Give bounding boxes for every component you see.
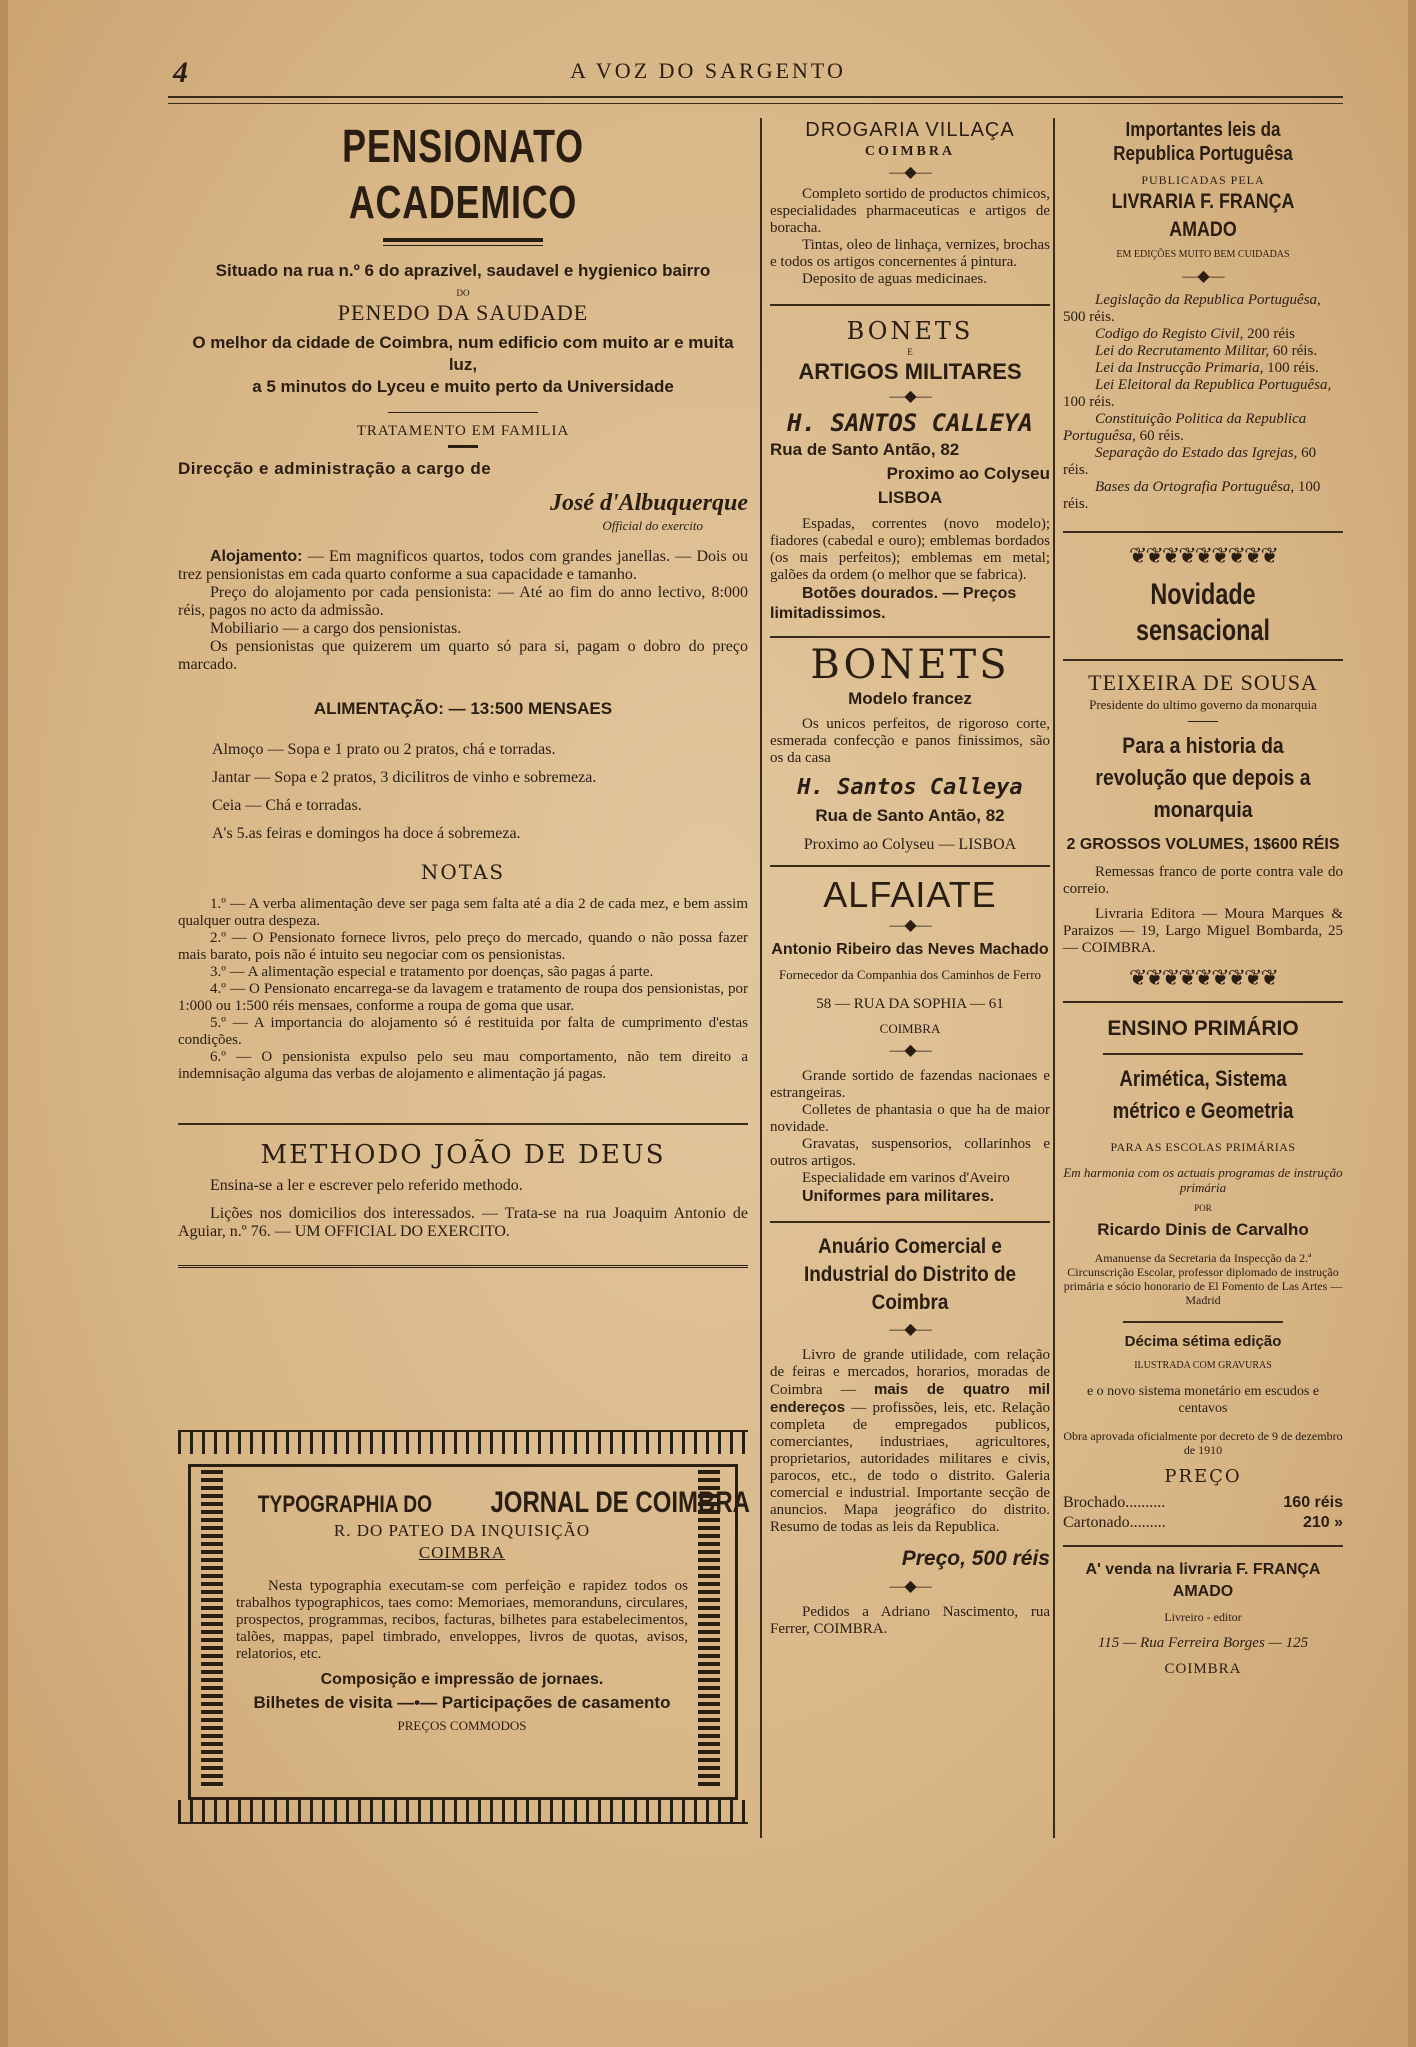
alfaiate-city: COIMBRA bbox=[879, 1021, 941, 1036]
ensino-aprovada: Obra aprovada oficialmente por decreto de 9 de dezembro de 1910 bbox=[1063, 1429, 1343, 1457]
section-rule bbox=[770, 1221, 1050, 1223]
cartonado-price: 210 » bbox=[1302, 1514, 1343, 1531]
drogaria-p2: Tintas, oleo de linhaça, vernizes, brochas e todos os artigos concernentes á pintura. bbox=[770, 237, 1050, 270]
leis-item-price: 100 réis. bbox=[1063, 479, 1321, 512]
bonets-e: E bbox=[907, 347, 913, 357]
director-title: Official do exercito bbox=[602, 518, 703, 533]
treatment: TRATAMENTO EM FAMILIA bbox=[356, 423, 570, 439]
brochado-row bbox=[1063, 1493, 1343, 1513]
alimentacao-heading: ALIMENTAÇÃO: — 13:500 MENSAES bbox=[313, 699, 613, 718]
brochado-label: Brochado.......... bbox=[1063, 1494, 1166, 1511]
notas-list bbox=[178, 896, 748, 1083]
column-right bbox=[1063, 118, 1343, 1679]
precos-line: PREÇOS COMMODOS bbox=[397, 1718, 527, 1733]
best-line-2: a 5 minutos do Lyceu e muito perto da Universidade bbox=[252, 377, 674, 396]
bonets2-title: BONETS bbox=[810, 642, 1010, 688]
direction-label: Direcção e administração a cargo de bbox=[178, 459, 492, 478]
divider bbox=[1123, 1321, 1283, 1323]
section-rule bbox=[770, 636, 1050, 638]
pensionato-title: PENSIONATO ACADEMICO bbox=[342, 120, 584, 228]
typographia-title-small: TYPOGRAPHIA DO bbox=[257, 1491, 433, 1518]
ornament: —◆— bbox=[889, 917, 931, 934]
leis-item bbox=[1063, 445, 1343, 479]
novidade-editora: Livraria Editora — Moura Marques & Paraizos — 19, Largo Miguel Bombarda, 25 — COIMBRA. bbox=[1063, 906, 1343, 956]
nota-item: 3.º — A alimentação especial e tratamento por doenças, são pagas á parte. bbox=[210, 964, 654, 980]
botoes-line: Botões dourados. — Preços limitadissimos. bbox=[770, 585, 1017, 622]
methodo-line-1: Ensina-se a ler e escrever pelo referido methodo. bbox=[210, 1177, 523, 1194]
ornament: —◆— bbox=[889, 1321, 931, 1338]
typographia-address: R. DO PATEO DA INQUISIÇÃO bbox=[333, 1521, 591, 1540]
divider bbox=[1103, 1053, 1303, 1055]
preco-paragraph: Preço do alojamento por cada pensionista: — Até ao fim do anno lectivo, 8:000 réis, pagos no acto da admissão. bbox=[178, 584, 748, 619]
drogaria-p3: Deposito de aguas medicinaes. bbox=[802, 271, 987, 287]
bonets-body: Espadas, correntes (novo modelo); fiadores (cabedal e ouro); emblemas bordados (os mais perfeitos); emblemas em metal; galões da ordem (o melhor que se fabrica). bbox=[770, 516, 1050, 583]
bonets2-body: Os unicos perfeitos, de rigoroso corte, esmerada confecção e panos finissimos, são os da casa bbox=[770, 716, 1050, 766]
alfaiate-uniformes: Uniformes para militares. bbox=[802, 1188, 995, 1205]
anuario-body-bold: mais de quatro mil endereços bbox=[770, 1381, 1050, 1416]
ensino-author: Ricardo Dinis de Carvalho bbox=[1097, 1220, 1309, 1239]
best-line-1: O melhor da cidade de Coimbra, num edificio com muito ar e muita luz, bbox=[192, 333, 734, 374]
calleya-city: LISBOA bbox=[877, 488, 943, 507]
column-middle bbox=[770, 118, 1050, 1638]
alfaiate-fornecedor: Fornecedor da Companhia dos Caminhos de Ferro bbox=[778, 967, 1042, 982]
leis-item-title: Separação do Estado das Igrejas, bbox=[1095, 445, 1298, 461]
bonets2-modelo: Modelo francez bbox=[848, 689, 972, 708]
calleya-proximo: Proximo ao Colyseu bbox=[886, 464, 1050, 483]
alfaiate-item: Gravatas, suspensorios, collarinhos e outros artigos. bbox=[770, 1136, 1050, 1169]
novidade-book: Para a historia da revolução que depois a monarquia bbox=[1095, 733, 1311, 822]
novidade-title: Novidade sensacional bbox=[1136, 578, 1270, 647]
meal-item: Ceia — Chá e torradas. bbox=[212, 797, 362, 814]
newspaper-title: A VOZ DO SARGENTO bbox=[570, 58, 846, 83]
alfaiate-name: Antonio Ribeiro das Neves Machado bbox=[771, 941, 1049, 958]
leis-item bbox=[1063, 479, 1343, 513]
cartonado-row bbox=[1063, 1513, 1343, 1533]
ensino-venda: A' venda na livraria F. FRANÇA AMADO bbox=[1085, 1561, 1321, 1600]
alfaiate-title: ALFAIATE bbox=[823, 874, 997, 915]
mobiliario-paragraph: Mobiliario — a cargo dos pensionistas. bbox=[210, 620, 462, 637]
section-rule bbox=[1063, 531, 1343, 533]
typographia-title-big: JORNAL DE COIMBRA bbox=[490, 1486, 750, 1519]
artigos-militares: ARTIGOS MILITARES bbox=[798, 359, 1022, 384]
novidade-author: TEIXEIRA DE SOUSA bbox=[1088, 670, 1318, 695]
leis-item-title: Lei da Instrucção Primaria, bbox=[1095, 360, 1264, 376]
leis-item-price: 60 réis. bbox=[1063, 445, 1317, 478]
ensino-livreiro: Livreiro - editor bbox=[1164, 1610, 1242, 1624]
column-left bbox=[178, 118, 748, 1268]
ensino-por: POR bbox=[1194, 1203, 1212, 1213]
leis-item-title: Lei do Recrutamento Militar, bbox=[1095, 343, 1270, 359]
leis-publicadas: PUBLICADAS PELA bbox=[1141, 173, 1265, 187]
brochado-price: 160 réis bbox=[1283, 1494, 1343, 1511]
typographia-body: Nesta typographia executam-se com perfeição e rapidez todos os trabalhos typographicos, taes como: Memoriaes, memoranduns, circulares, prospectos, programmas, recibos, facturas, bilhetes para estabelecimentos, talões, mappas, papel timbrado, enveloppes, livros de quotas, avisos, relatorios, etc. bbox=[236, 1578, 688, 1662]
leis-item-price: 100 réis. bbox=[1267, 360, 1319, 376]
nota-item: 6.º — O pensionista expulso pelo seu mau comportamento, não tem direito a indemnisação alguma das verbas de alojamento e alimentação já pagas. bbox=[178, 1049, 748, 1082]
novidade-remessas: Remessas franco de porte contra vale do correio. bbox=[1063, 864, 1343, 897]
ornament-band: ❦❦❦❦❦❦❦❦❦ bbox=[1129, 965, 1277, 990]
composicao-line: Composição e impressão de jornaes. bbox=[320, 1671, 604, 1688]
leis-item bbox=[1063, 326, 1343, 343]
leis-item-price: 60 réis. bbox=[1139, 428, 1184, 444]
leis-item-price: 60 réis. bbox=[1272, 343, 1318, 359]
divider bbox=[388, 412, 538, 413]
leis-item bbox=[1063, 292, 1343, 326]
typographia-heading bbox=[236, 1486, 750, 1520]
director-name: José d'Albuquerque bbox=[549, 490, 748, 516]
ensino-city: COIMBRA bbox=[1164, 1661, 1242, 1677]
bilhetes-line: Bilhetes de visita —•— Participações de casamento bbox=[253, 1693, 671, 1712]
drogaria-city: COIMBRA bbox=[864, 144, 956, 159]
nota-item: 5.º — A importancia do alojamento só é restituida por falta de cumprimento d'estas condições. bbox=[178, 1015, 748, 1048]
divider bbox=[448, 445, 478, 448]
leis-item-title: Lei Eleitoral da Republica Portuguêsa, bbox=[1095, 377, 1332, 393]
leis-livraria: LIVRARIA F. FRANÇA AMADO bbox=[1111, 190, 1295, 241]
do-label: DO bbox=[456, 288, 470, 298]
section-rule bbox=[770, 304, 1050, 306]
ornament-border-bottom bbox=[178, 1800, 748, 1824]
ensino-harmonia: Em harmonia com os actuais programas de instrução primária bbox=[1063, 1165, 1343, 1195]
drogaria-p1: Completo sortido de productos chimicos, especialidades pharmaceuticas e artigos de boracha. bbox=[770, 186, 1050, 236]
novidade-volumes: 2 GROSSOS VOLUMES, 1$600 RÉIS bbox=[1066, 836, 1340, 853]
divider bbox=[1063, 1545, 1343, 1547]
section-rule bbox=[178, 1123, 748, 1125]
leis-item bbox=[1063, 377, 1343, 411]
section-rule bbox=[178, 1265, 748, 1268]
leis-item bbox=[1063, 411, 1343, 445]
ensino-sistema: e o novo sistema monetário em escudos e centavos bbox=[1086, 1384, 1320, 1416]
ornament: —◆— bbox=[1182, 268, 1224, 285]
ornament: —◆— bbox=[889, 1578, 931, 1595]
ensino-ilustrada: ILUSTRADA COM GRAVURAS bbox=[1134, 1360, 1272, 1371]
typographia-content bbox=[236, 1486, 750, 1735]
location-line: Situado na rua n.º 6 do aprazivel, saudavel e hygienico bairro bbox=[215, 261, 711, 280]
ensino-author-desc: Amanuense da Secretaria da Inspecção da 2.ª Circunscrição Escolar, professor diplomado de instrução primária e sócio honorario de El Fomento de Las Artes — Madrid bbox=[1063, 1251, 1343, 1307]
alfaiate-item: Especialidade em varinos d'Aveiro bbox=[802, 1170, 1010, 1186]
anuario-preco: Preço, 500 réis bbox=[901, 1547, 1050, 1570]
meals-list bbox=[178, 736, 748, 848]
leis-item bbox=[1063, 343, 1343, 360]
ornament: —◆— bbox=[889, 164, 931, 181]
leis-item-price: 500 réis. bbox=[1063, 309, 1115, 325]
nota-item: 1.º — A verba alimentação deve ser paga sem falta até a dia 2 de cada mez, e bem assim qualquer outra despeza. bbox=[178, 896, 748, 929]
calleya-name: H. SANTOS CALLEYA bbox=[787, 409, 1033, 437]
methodo-line-2: Lições nos domicilios dos interessados. — Trata-se na rua Joaquim Antonio de Aguiar, n.º 76. — UM OFFICIAL DO EXERCITO. bbox=[178, 1205, 748, 1240]
methodo-title: METHODO JOÃO DE DEUS bbox=[260, 1140, 666, 1170]
leis-edicoes: EM EDIÇÕES MUITO BEM CUIDADAS bbox=[1116, 249, 1290, 260]
leis-item-price: 100 réis. bbox=[1063, 394, 1115, 410]
nota-item: 2.º — O Pensionato fornece livros, pelo preço do mercado, quando o não possa fazer mais barato, pois não é intuito seu negociar com os pensionistas. bbox=[178, 930, 748, 963]
leis-list bbox=[1063, 292, 1343, 513]
section-rule bbox=[1063, 1001, 1343, 1003]
title-rule bbox=[383, 238, 543, 246]
ensino-book: Arimética, Sistema métrico e Geometria bbox=[1112, 1066, 1294, 1123]
calleya-address: Rua de Santo Antão, 82 bbox=[770, 440, 960, 459]
anuario-body-b: — profissões, leis, etc. Relação completa de empregados publicos, comerciantes, industriaes, agricultores, proprietarios, autoridades militares e civis, parocos, etc., de todo o distrito. Galeria comercial e industrial. Importante secção de anuncios. Mapa jeográfico do distrito. Resumo de todas as leis da Republica. bbox=[770, 1400, 1050, 1535]
leis-title: Importantes leis da Republica Portuguêsa bbox=[1113, 119, 1293, 165]
drogaria-title: DROGARIA VILLAÇA bbox=[805, 119, 1015, 141]
bonets-title: BONETS bbox=[846, 317, 974, 345]
ornament: —◆— bbox=[889, 1042, 931, 1059]
notas-title: NOTAS bbox=[420, 860, 506, 884]
ensino-rua: 115 — Rua Ferreira Borges — 125 bbox=[1097, 1635, 1309, 1651]
ensino-edicao: Décima sétima edição bbox=[1124, 1333, 1282, 1350]
alfaiate-item: Grande sortido de fazendas nacionaes e estrangeiras. bbox=[770, 1068, 1050, 1101]
alfaiate-address: 58 — RUA DA SOPHIA — 61 bbox=[816, 996, 1004, 1012]
cartonado-label: Cartonado......... bbox=[1063, 1514, 1166, 1531]
typographia-city: COIMBRA bbox=[418, 1543, 506, 1562]
alojamento-label: Alojamento: bbox=[210, 548, 303, 565]
bonets2-proximo: Proximo ao Colyseu — LISBOA bbox=[803, 836, 1017, 853]
section-rule bbox=[770, 865, 1050, 867]
bonets2-name: H. Santos Calleya bbox=[797, 775, 1023, 800]
alojamento-paragraph bbox=[178, 548, 748, 584]
leis-item-title: Bases da Ortografia Portuguêsa, bbox=[1095, 479, 1295, 495]
bairro-name: PENEDO DA SAUDADE bbox=[337, 300, 589, 325]
meal-item: Jantar — Sopa e 2 pratos, 3 dicilitros de vinho e sobremeza. bbox=[212, 769, 597, 786]
divider bbox=[1188, 721, 1218, 722]
ensino-title: ENSINO PRIMÁRIO bbox=[1107, 1017, 1299, 1040]
header-rule bbox=[168, 96, 1343, 104]
page-header bbox=[8, 52, 1408, 88]
ornament: —◆— bbox=[889, 388, 931, 405]
meal-item: A's 5.as feiras e domingos ha doce á sobremeza. bbox=[212, 825, 521, 842]
bonets2-address: Rua de Santo Antão, 82 bbox=[815, 806, 1005, 825]
ornament-border-top bbox=[178, 1430, 748, 1454]
leis-item-title: Codigo do Registo Civil, bbox=[1095, 326, 1244, 342]
leis-item-title: Constituição Politica da Republica Portuguêsa, bbox=[1063, 411, 1307, 444]
ornament-band: ❦❦❦❦❦❦❦❦❦ bbox=[1129, 543, 1277, 568]
anuario-body bbox=[770, 1347, 1050, 1536]
column-divider bbox=[1053, 118, 1055, 1838]
anuario-title: Anuário Comercial e Industrial do Distrito de Coimbra bbox=[803, 1235, 1017, 1314]
page-number: 4 bbox=[173, 56, 188, 89]
column-divider bbox=[760, 118, 762, 1838]
meal-item: Almoço — Sopa e 1 prato ou 2 pratos, chá e torradas. bbox=[212, 741, 556, 758]
alojamento-text: — Em magnificos quartos, todos com grandes janellas. — Dois ou trez pensionistas em cada quarto conforme a sua capacidade e tamanho. bbox=[178, 548, 749, 583]
newspaper-page bbox=[8, 0, 1408, 2047]
novidade-author-desc: Presidente do ultimo governo da monarquia bbox=[1089, 697, 1317, 712]
ensino-para: PARA AS ESCOLAS PRIMÁRIAS bbox=[1110, 1140, 1296, 1154]
anuario-pedidos: Pedidos a Adriano Nascimento, rua Ferrer, COIMBRA. bbox=[770, 1604, 1050, 1637]
nota-item: 4.º — O Pensionato encarrega-se da lavagem e tratamento de roupa dos pensionistas, por 1:000 ou 1:500 réis mensaes, conforme a roupa de goma que usar. bbox=[178, 981, 748, 1014]
alfaiate-item: Colletes de phantasia o que ha de maior novidade. bbox=[770, 1102, 1050, 1135]
leis-item-price: 200 réis bbox=[1247, 326, 1296, 342]
section-rule bbox=[1063, 659, 1343, 661]
quarto-paragraph: Os pensionistas que quizerem um quarto só para si, pagam o dobro do preço marcado. bbox=[178, 638, 748, 673]
anuario-body-a: Livro de grande utilidade, com relação de feiras e mercados, horarios, moradas de Coimbra — bbox=[770, 1347, 1050, 1398]
ensino-preco-title: PREÇO bbox=[1164, 1466, 1242, 1487]
leis-item-title: Legislação da Republica Portuguêsa, bbox=[1095, 292, 1321, 308]
leis-item bbox=[1063, 360, 1343, 377]
